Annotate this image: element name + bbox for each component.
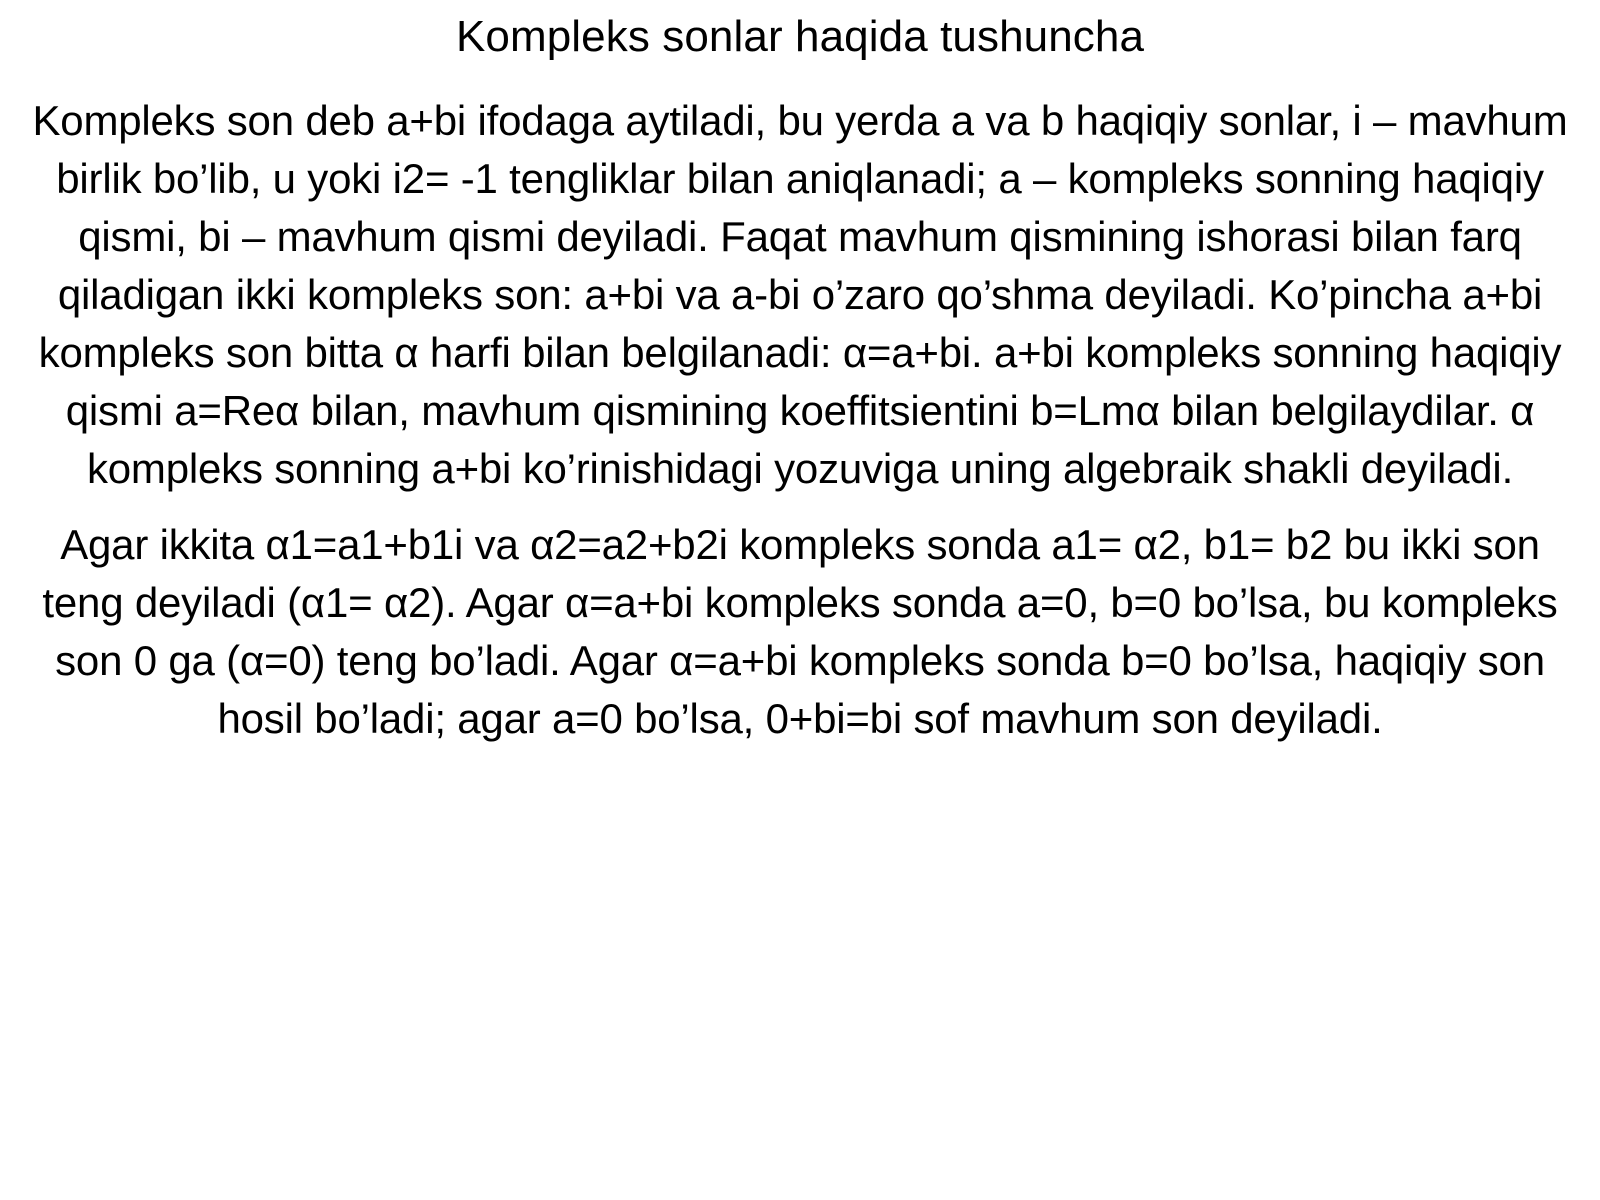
paragraph-definition: Kompleks son deb a+bi ifodaga aytiladi, bu yerda a va b haqiqiy sonlar, i – mavhum birlik bo’lib, u yoki i2= -1 tengliklar bilan aniqlanadi; a – kompleks sonning haqiqiy qismi, bi – mavhum qismi deyiladi. Faqat mavhum qismining ishorasi bilan farq qiladigan ikki kompleks son: a+bi va a-bi o’zaro qo’shma deyiladi. Ko’pincha a+bi kompleks son bitta α harfi bilan belgilanadi: α=a+bi. a+bi kompleks sonning haqiqiy qismi a=Reα bilan, mavhum qismining koeffitsientini b=Lmα bilan belgilaydilar. α kompleks sonning a+bi ko’rinishidagi yozuviga uning algebraik shakli deyiladi. <box>32 97 1568 492</box>
paragraph-equality: Agar ikkita α1=a1+b1i va α2=a2+b2i kompleks sonda a1= α2, b1= b2 bu ikki son teng deyiladi (α1= α2). Agar α=a+bi kompleks sonda a=0, b=0 bo’lsa, bu kompleks son 0 ga (α=0) teng bo’ladi. Agar α=a+bi kompleks sonda b=0 bo’lsa, haqiqiy son hosil bo’ladi; agar a=0 bo’lsa, 0+bi=bi sof mavhum son deyiladi. <box>42 521 1558 742</box>
slide-body <box>14 92 1586 748</box>
slide-title: Kompleks sonlar haqida tushuncha <box>455 12 1145 61</box>
